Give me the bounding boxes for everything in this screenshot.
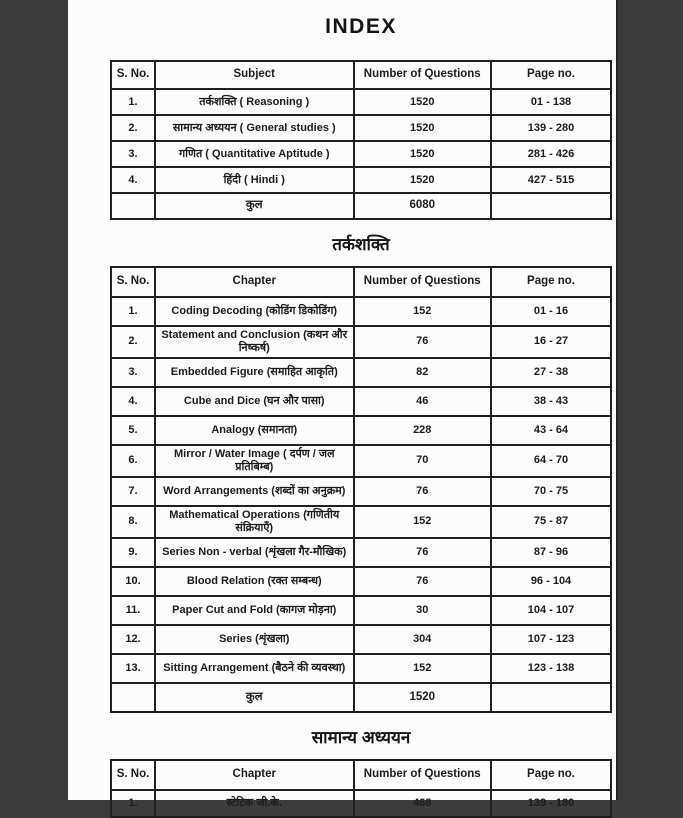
table-cell: 4. bbox=[111, 387, 155, 416]
table-row bbox=[111, 790, 611, 817]
column-header: Number of Questions bbox=[354, 267, 492, 297]
table-cell: 1520 bbox=[354, 141, 492, 167]
table-row bbox=[111, 506, 611, 538]
table-cell: 8. bbox=[111, 506, 155, 538]
table-row bbox=[111, 477, 611, 506]
column-header: Page no. bbox=[491, 267, 611, 297]
table-header-row bbox=[111, 61, 611, 89]
table-cell: 427 - 515 bbox=[491, 167, 611, 193]
table-cell: 76 bbox=[354, 326, 492, 358]
table-cell: 96 - 104 bbox=[491, 567, 611, 596]
table-row bbox=[111, 387, 611, 416]
table-row bbox=[111, 297, 611, 326]
chapter-cell: Mirror / Water Image ( दर्पण / जल प्रतिबिम्ब) bbox=[155, 445, 354, 477]
table-cell: 107 - 123 bbox=[491, 625, 611, 654]
table-cell: 43 - 64 bbox=[491, 416, 611, 445]
chapter-cell: Statement and Conclusion (कथन और निष्कर्ष) bbox=[155, 326, 354, 358]
chapter-cell: Sitting Arrangement (बैठने की व्यवस्था) bbox=[155, 654, 354, 683]
table-cell: 228 bbox=[354, 416, 492, 445]
table-cell: 01 - 138 bbox=[491, 89, 611, 115]
total-cell bbox=[111, 683, 155, 712]
table-cell: 152 bbox=[354, 297, 492, 326]
column-header: Number of Questions bbox=[354, 61, 492, 89]
column-header: S. No. bbox=[111, 760, 155, 790]
column-header: Page no. bbox=[491, 61, 611, 89]
table-cell: 281 - 426 bbox=[491, 141, 611, 167]
table-cell: 1520 bbox=[354, 89, 492, 115]
total-cell: 6080 bbox=[354, 193, 492, 219]
chapter-cell: Series Non - verbal (शृंखला गैर-मौखिक) bbox=[155, 538, 354, 567]
table-cell: 5. bbox=[111, 416, 155, 445]
table-row bbox=[111, 416, 611, 445]
table-row bbox=[111, 326, 611, 358]
column-header: Chapter bbox=[155, 760, 354, 790]
table-header-row bbox=[111, 267, 611, 297]
table-cell: 70 bbox=[354, 445, 492, 477]
table-cell: 16 - 27 bbox=[491, 326, 611, 358]
table-row bbox=[111, 141, 611, 167]
total-cell: कुल bbox=[155, 683, 354, 712]
total-cell bbox=[111, 193, 155, 219]
table-cell: 1. bbox=[111, 89, 155, 115]
table-cell: 70 - 75 bbox=[491, 477, 611, 506]
chapter-cell: सामान्य अध्ययन ( General studies ) bbox=[155, 115, 354, 141]
table-row bbox=[111, 625, 611, 654]
table-cell: 75 - 87 bbox=[491, 506, 611, 538]
table-cell: 139 - 180 bbox=[491, 790, 611, 817]
index-table-0 bbox=[110, 60, 612, 220]
table-cell: 82 bbox=[354, 358, 492, 387]
table-cell: 1. bbox=[111, 790, 155, 817]
section-title: सामान्य अध्ययन bbox=[311, 727, 411, 747]
table-cell: 152 bbox=[354, 654, 492, 683]
table-row bbox=[111, 654, 611, 683]
table-cell: 11. bbox=[111, 596, 155, 625]
column-header: S. No. bbox=[111, 267, 155, 297]
index-table-1 bbox=[110, 266, 612, 713]
table-cell: 7. bbox=[111, 477, 155, 506]
chapter-cell: Series (शृंखला) bbox=[155, 625, 354, 654]
table-cell: 76 bbox=[354, 567, 492, 596]
table-cell: 104 - 107 bbox=[491, 596, 611, 625]
column-header: Page no. bbox=[491, 760, 611, 790]
table-row bbox=[111, 358, 611, 387]
chapter-cell: Paper Cut and Fold (कागज मोड़ना) bbox=[155, 596, 354, 625]
total-cell: कुल bbox=[155, 193, 354, 219]
table-cell: 46 bbox=[354, 387, 492, 416]
page-title: INDEX bbox=[325, 15, 397, 38]
table-cell: 12. bbox=[111, 625, 155, 654]
index-table-2 bbox=[110, 759, 612, 818]
column-header: Chapter bbox=[155, 267, 354, 297]
table-cell: 76 bbox=[354, 538, 492, 567]
chapter-cell: Embedded Figure (समाहित आकृति) bbox=[155, 358, 354, 387]
table-total-row bbox=[111, 683, 611, 712]
table-cell: 01 - 16 bbox=[491, 297, 611, 326]
chapter-cell: स्टेटिक जी.के. bbox=[155, 790, 354, 817]
table-cell: 1520 bbox=[354, 167, 492, 193]
chapter-cell: Analogy (समानता) bbox=[155, 416, 354, 445]
table-row bbox=[111, 567, 611, 596]
table-cell: 76 bbox=[354, 477, 492, 506]
table-row bbox=[111, 445, 611, 477]
table-cell: 10. bbox=[111, 567, 155, 596]
chapter-cell: Cube and Dice (घन और पासा) bbox=[155, 387, 354, 416]
chapter-cell: Coding Decoding (कोडिंग डिकोडिंग) bbox=[155, 297, 354, 326]
table-cell: 123 - 138 bbox=[491, 654, 611, 683]
table-row bbox=[111, 596, 611, 625]
tables-root bbox=[110, 60, 612, 818]
total-cell bbox=[491, 683, 611, 712]
table-cell: 139 - 280 bbox=[491, 115, 611, 141]
table-cell: 1. bbox=[111, 297, 155, 326]
document-page bbox=[68, 0, 618, 809]
chapter-cell: Mathematical Operations (गणितीय संक्रियाएँ) bbox=[155, 506, 354, 538]
table-cell: 38 - 43 bbox=[491, 387, 611, 416]
table-cell: 13. bbox=[111, 654, 155, 683]
chapter-cell: तर्कशक्ति ( Reasoning ) bbox=[155, 89, 354, 115]
table-row bbox=[111, 167, 611, 193]
table-cell: 4. bbox=[111, 167, 155, 193]
table-cell: 3. bbox=[111, 358, 155, 387]
total-cell bbox=[491, 193, 611, 219]
chapter-cell: Blood Relation (रक्त सम्बन्ध) bbox=[155, 567, 354, 596]
table-cell: 87 - 96 bbox=[491, 538, 611, 567]
section-title: तर्कशक्ति bbox=[332, 235, 390, 254]
table-cell: 30 bbox=[354, 596, 492, 625]
chapter-cell: Word Arrangements (शब्दों का अनुक्रम) bbox=[155, 477, 354, 506]
table-cell: 6. bbox=[111, 445, 155, 477]
table-total-row bbox=[111, 193, 611, 219]
total-cell: 1520 bbox=[354, 683, 492, 712]
column-header: S. No. bbox=[111, 61, 155, 89]
table-header-row bbox=[111, 760, 611, 790]
table-cell: 1520 bbox=[354, 115, 492, 141]
column-header: Subject bbox=[155, 61, 354, 89]
table-cell: 152 bbox=[354, 506, 492, 538]
table-cell: 9. bbox=[111, 538, 155, 567]
table-cell: 27 - 38 bbox=[491, 358, 611, 387]
table-row bbox=[111, 89, 611, 115]
table-cell: 64 - 70 bbox=[491, 445, 611, 477]
chapter-cell: गणित ( Quantitative Aptitude ) bbox=[155, 141, 354, 167]
table-row bbox=[111, 115, 611, 141]
chapter-cell: हिंदी ( Hindi ) bbox=[155, 167, 354, 193]
page-content bbox=[110, 15, 612, 818]
column-header: Number of Questions bbox=[354, 760, 492, 790]
table-cell: 2. bbox=[111, 326, 155, 358]
table-cell: 468 bbox=[354, 790, 492, 817]
table-cell: 304 bbox=[354, 625, 492, 654]
table-cell: 2. bbox=[111, 115, 155, 141]
table-cell: 3. bbox=[111, 141, 155, 167]
table-row bbox=[111, 538, 611, 567]
